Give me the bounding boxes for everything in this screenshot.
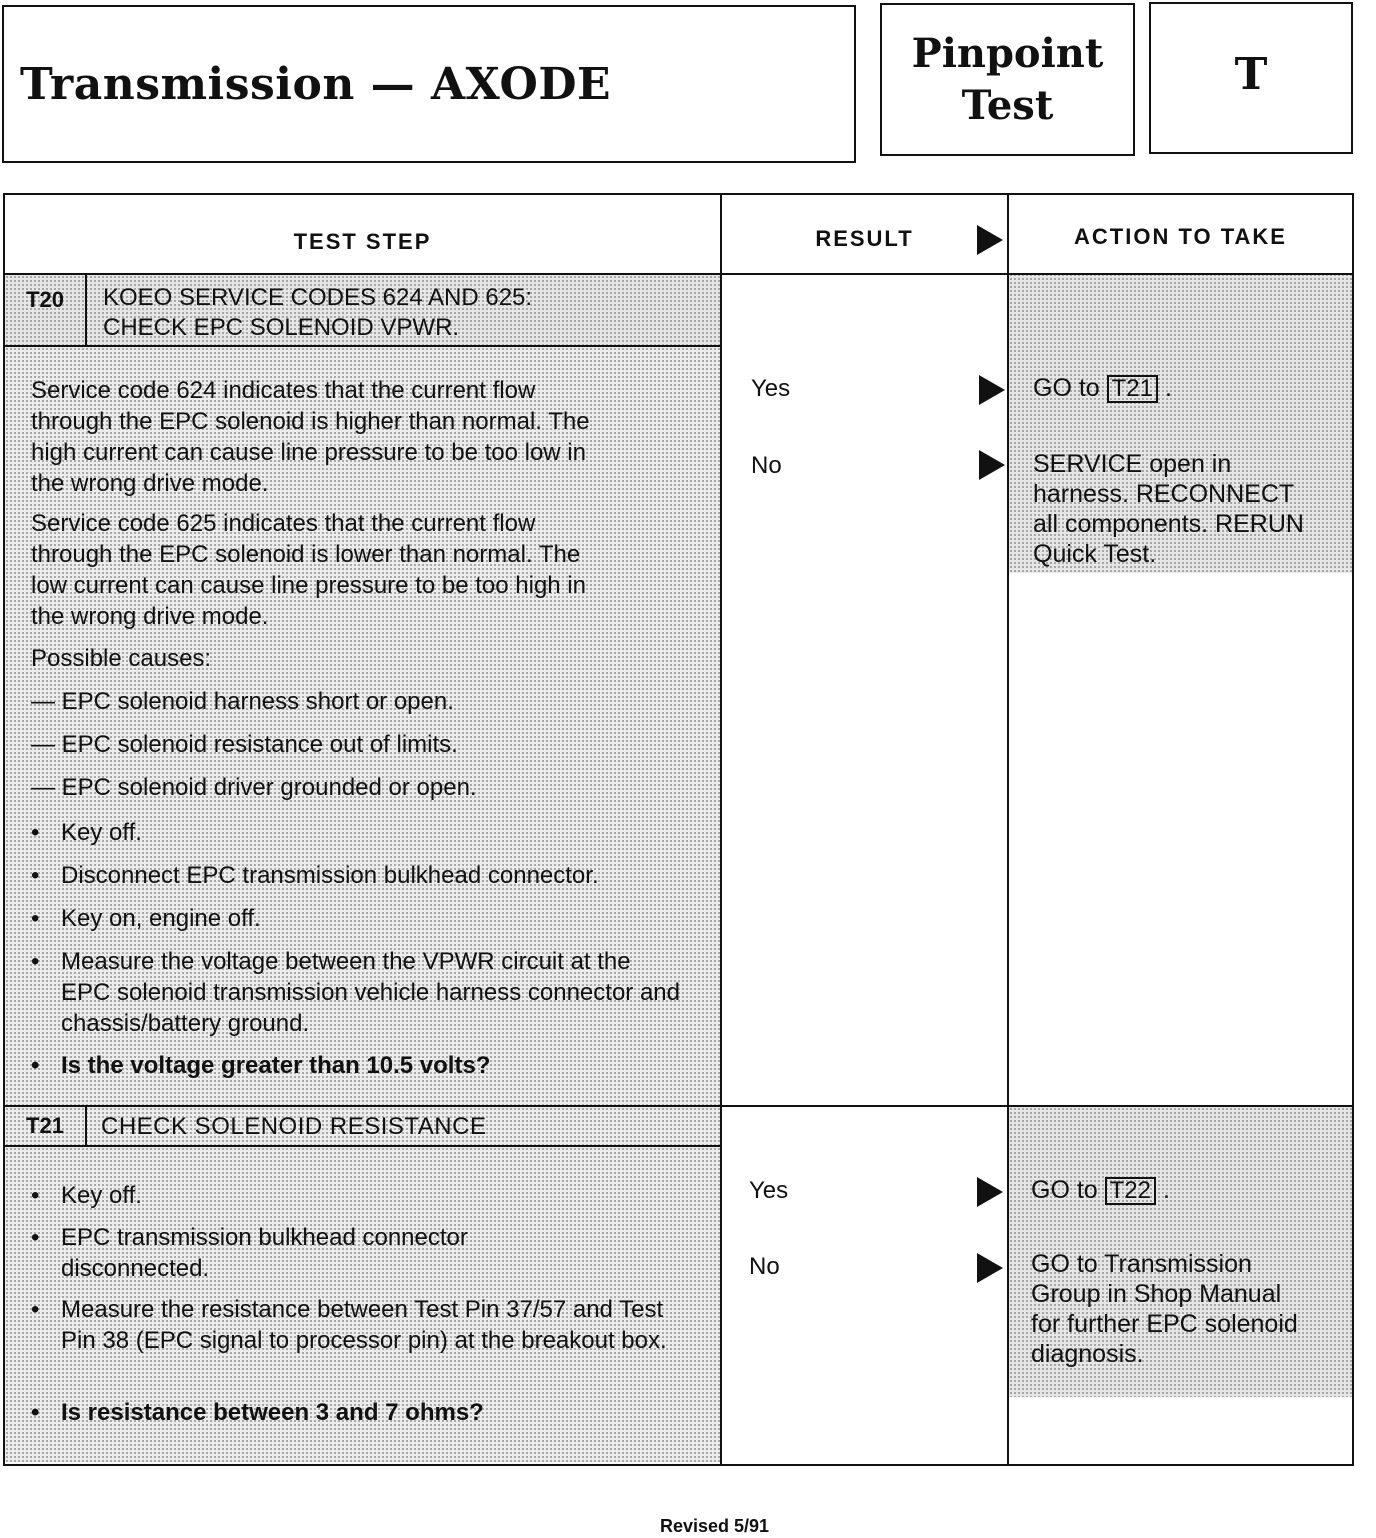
t20-no-arrow-icon xyxy=(979,450,1005,480)
t20-yes-arrow-icon xyxy=(979,375,1005,405)
bullet-icon: • xyxy=(31,1224,40,1251)
section-letter-box xyxy=(1149,2,1353,154)
t21-no-arrow-icon xyxy=(977,1253,1003,1283)
t21-action-no: GO to Transmission Group in Shop Manual for further EPC solenoid diagnosis. xyxy=(1031,1250,1298,1368)
step-id-t21: T21 xyxy=(26,1113,64,1138)
header-result: RESULT xyxy=(815,226,914,251)
t21-action-yes: GO to T22 . xyxy=(1031,1176,1170,1204)
step-id-t20: T20 xyxy=(26,287,64,312)
t20-title-divider xyxy=(5,345,722,347)
t21-title-divider xyxy=(5,1145,722,1147)
pinpoint-test-box xyxy=(880,3,1135,156)
header-divider xyxy=(5,273,1352,275)
t21-yes-arrow-icon xyxy=(977,1177,1003,1207)
t21-id-divider xyxy=(85,1107,87,1145)
step-divider xyxy=(5,1105,1352,1107)
t20-paragraph-624: Service code 624 indicates that the current flow through the EPC solenoid is higher than normal. The high current can cause line pressure to be too low in the wrong drive mode. xyxy=(31,377,590,497)
t20-cause-1: — EPC solenoid harness short or open. xyxy=(31,688,454,715)
col-divider-1 xyxy=(720,195,722,1464)
header-test-step: TEST STEP xyxy=(293,229,432,254)
pinpoint-table: TEST STEP RESULT ACTION TO TAKE T20 KOEO SERVICE CODES 624 AND 625: CHECK EPC SOLENOID VPWR. Service code 624 indicates that the current flow through the EPC solenoid is higher than normal. The high current can cause line pressure to be too low in the wrong drive mode. Service code 625 indicates that the current flow through the EPC solenoid is lower than normal. The low current can cause line pressure to be too high in the wrong drive mode. Possible causes: — EPC solenoid harness short or open. — EPC solenoid resistance out of limits. — EPC solenoid driver grounded or open. • Key off. • Disconnect EPC transmission bulkhead connector. • Key on, engine off. • Measure the voltage between the VPWR circuit at the EPC solenoid transmission vehicle harness connector and chassis/battery ground. • Is the voltage greater than 10.5 volts? Yes No GO to T21 . SERVICE open in harness. RECONNECT all components. RERUN Quick Test. T21 CHECK SOLENOID RESISTANCE • Key off. • EPC transmission bulkhead connector disconnected. • Measure the resistance between Test Pin 37/57 and Test Pin 38 (EPC signal to processor pin) at the breakout box. • Is resistance between 3 and 7 ohms? Yes No GO to T22 . GO to Transmission Group in Shop Manual for further EPC solenoid diagnosis. xyxy=(3,193,1354,1466)
bullet-icon: • xyxy=(31,862,40,889)
step-title-t20: KOEO SERVICE CODES 624 AND 625: CHECK EPC SOLENOID VPWR. xyxy=(103,284,533,341)
bullet-icon: • xyxy=(31,1399,40,1426)
step-title-t21: CHECK SOLENOID RESISTANCE xyxy=(101,1113,487,1140)
header-action: ACTION TO TAKE xyxy=(1074,224,1287,249)
t21-bullet-3: • Measure the resistance between Test Pin 37/57 and Test Pin 38 (EPC signal to processor pin) at the breakout box. xyxy=(31,1296,667,1354)
step-ref-t21[interactable]: T21 xyxy=(1107,375,1158,403)
t21-result-yes: Yes xyxy=(749,1177,789,1204)
bullet-icon: • xyxy=(31,1296,40,1323)
t20-action-yes: GO to T21 . xyxy=(1033,374,1172,402)
bullet-icon: • xyxy=(31,948,40,975)
t20-result-no: No xyxy=(751,452,782,479)
header-arrow-icon xyxy=(977,225,1003,255)
t20-result-yes: Yes xyxy=(751,375,791,402)
t20-bullet-4: • Measure the voltage between the VPWR circuit at the EPC solenoid transmission vehicle harness connector and chassis/battery ground. xyxy=(31,948,680,1037)
step-ref-t22[interactable]: T22 xyxy=(1105,1177,1156,1205)
title-box xyxy=(2,5,856,163)
page-title: Transmission — AXODE xyxy=(20,59,612,110)
t21-result-no: No xyxy=(749,1253,780,1280)
t20-paragraph-625: Service code 625 indicates that the current flow through the EPC solenoid is lower than normal. The low current can cause line pressure to be too high in the wrong drive mode. xyxy=(31,510,586,630)
pinpoint-label: Pinpoint xyxy=(911,29,1104,77)
t20-cause-3: — EPC solenoid driver grounded or open. xyxy=(31,774,477,801)
bullet-icon: • xyxy=(31,905,40,932)
bullet-icon: • xyxy=(31,1052,40,1079)
t21-bullet-2: • EPC transmission bulkhead connector disconnected. xyxy=(31,1224,468,1282)
test-label: Test xyxy=(961,81,1054,129)
t20-id-divider xyxy=(85,275,87,345)
section-letter: T xyxy=(1234,48,1268,100)
t20-causes-heading: Possible causes: xyxy=(31,645,212,672)
revision-footer: Revised 5/91 xyxy=(660,1516,770,1536)
col-divider-2 xyxy=(1007,195,1009,1464)
t20-cause-2: — EPC solenoid resistance out of limits. xyxy=(31,731,458,758)
t20-action-no: SERVICE open in harness. RECONNECT all components. RERUN Quick Test. xyxy=(1033,450,1304,568)
bullet-icon: • xyxy=(31,819,40,846)
bullet-icon: • xyxy=(31,1182,40,1209)
